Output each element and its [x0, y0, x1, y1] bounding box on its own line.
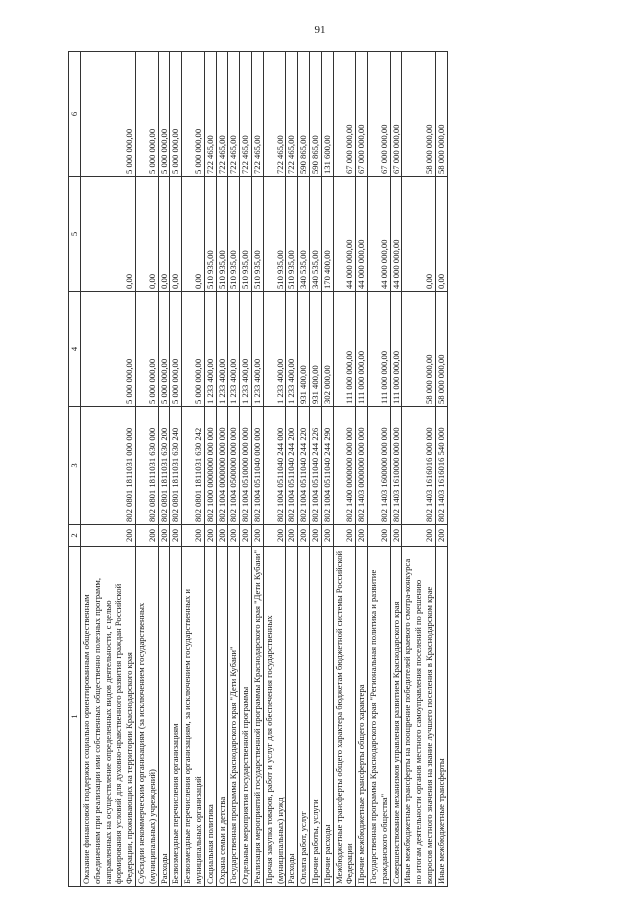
row-value-6: 5 000 000,00	[81, 52, 136, 177]
row-name: Расходы	[158, 547, 170, 887]
row-value-5: 170 400,00	[321, 177, 333, 292]
row-code: 802 1403 1616016 540 000	[435, 407, 447, 525]
row-col-2: 200	[240, 525, 252, 547]
row-value-4: 1 233 400,00	[286, 292, 298, 407]
row-value-4: 111 000 000,00	[356, 292, 368, 407]
row-value-6: 58 000 000,00	[435, 52, 447, 177]
row-name: Прочие межбюджетные трансферты общего характера	[356, 547, 368, 887]
table-area	[68, 52, 538, 887]
row-value-6: 590 865,00	[298, 52, 310, 177]
row-value-4: 5 000 000,00	[81, 292, 136, 407]
row-name: Межбюджетные трансферты общего характера бюджетам бюджетной системы Российской Федерации	[333, 547, 356, 887]
table-row	[251, 52, 263, 887]
row-code: 802 1400 0000000 000 000	[333, 407, 356, 525]
row-value-5: 340 535,00	[309, 177, 321, 292]
row-value-4: 931 400,00	[298, 292, 310, 407]
row-code: 802 1004 0500000 000 000	[228, 407, 240, 525]
row-code: 802 1004 0510000 000 000	[240, 407, 252, 525]
row-code: 802 1403 1610000 000 000	[390, 407, 402, 525]
row-col-2: 200	[309, 525, 321, 547]
table-row	[158, 52, 170, 887]
row-value-5: 0,00	[170, 177, 182, 292]
table-row	[182, 52, 205, 887]
row-name: Иные межбюджетные трансферты на поощрение победителей краевого смотра-конкурса по итогам деятельности органов местного самоуправления поселений по решению вопросов местного значения на звание лучшего поселения в Краснодарском крае	[402, 547, 435, 887]
table-row	[402, 52, 435, 887]
row-value-4: 302 000,00	[321, 292, 333, 407]
page-number: 91	[314, 24, 326, 36]
row-value-4: 58 000 000,00	[435, 292, 447, 407]
row-col-2: 200	[216, 525, 228, 547]
row-value-5: 510 935,00	[251, 177, 263, 292]
row-name: Оплата работ, услуг	[298, 547, 310, 887]
row-name: Прочая закупка товаров, работ и услуг для обеспечения государственных (муниципальных) нужд	[263, 547, 286, 887]
row-value-6: 58 000 000,00	[402, 52, 435, 177]
row-code: 802 1403 1600000 000 000	[367, 407, 390, 525]
row-value-6: 590 865,00	[309, 52, 321, 177]
row-code: 802 0801 1811031 630 200	[158, 407, 170, 525]
row-code: 802 1004 0511040 244 220	[298, 407, 310, 525]
row-value-5: 510 935,00	[228, 177, 240, 292]
row-col-2: 200	[333, 525, 356, 547]
row-value-4: 111 000 000,00	[390, 292, 402, 407]
row-value-6: 5 000 000,00	[182, 52, 205, 177]
row-col-2: 200	[367, 525, 390, 547]
table-row	[135, 52, 158, 887]
row-name: Прочие расходы	[321, 547, 333, 887]
row-code: 802 1004 0511040 244 290	[321, 407, 333, 525]
row-value-6: 722 465,00	[216, 52, 228, 177]
row-value-6: 722 465,00	[240, 52, 252, 177]
table-row	[435, 52, 447, 887]
table-row	[309, 52, 321, 887]
row-name: Совершенствование механизмов управления развитием Краснодарского края	[390, 547, 402, 887]
row-value-6: 5 000 000,00	[135, 52, 158, 177]
header-col-4: 4	[69, 292, 81, 407]
row-col-2: 200	[81, 525, 136, 547]
row-col-2: 200	[402, 525, 435, 547]
table-row	[170, 52, 182, 887]
row-value-5: 44 000 000,00	[333, 177, 356, 292]
row-value-5: 340 535,00	[298, 177, 310, 292]
row-name: Государственная программа Краснодарского края "Дети Кубани"	[228, 547, 240, 887]
row-col-2: 200	[321, 525, 333, 547]
row-value-6: 722 465,00	[204, 52, 216, 177]
header-col-1: 1	[69, 547, 81, 887]
row-value-5: 510 935,00	[240, 177, 252, 292]
row-code: 802 0801 1811031 000 000	[81, 407, 136, 525]
table-row	[216, 52, 228, 887]
table-row	[240, 52, 252, 887]
row-value-4: 111 000 000,00	[333, 292, 356, 407]
table-row	[356, 52, 368, 887]
row-code: 802 1403 0000000 000 000	[356, 407, 368, 525]
header-row	[69, 52, 81, 887]
header-col-3: 3	[69, 407, 81, 525]
row-value-4: 1 233 400,00	[240, 292, 252, 407]
row-col-2: 200	[251, 525, 263, 547]
row-name: Отдельные мероприятия государственной программы	[240, 547, 252, 887]
table-row	[263, 52, 286, 887]
row-value-6: 722 465,00	[286, 52, 298, 177]
row-value-5: 0,00	[435, 177, 447, 292]
row-col-2: 200	[204, 525, 216, 547]
row-col-2: 200	[435, 525, 447, 547]
row-value-6: 722 465,00	[228, 52, 240, 177]
table-row	[298, 52, 310, 887]
table-row	[390, 52, 402, 887]
row-col-2: 200	[263, 525, 286, 547]
row-code: 802 1004 0511040 244 226	[309, 407, 321, 525]
row-value-4: 5 000 000,00	[182, 292, 205, 407]
table-row	[321, 52, 333, 887]
table-row	[81, 52, 136, 887]
row-value-5: 510 935,00	[204, 177, 216, 292]
row-value-6: 722 465,00	[251, 52, 263, 177]
row-name: Субсидии некоммерческим организациям (за исключением государственных (муниципальных) учреждений)	[135, 547, 158, 887]
row-value-4: 931 400,00	[309, 292, 321, 407]
row-col-2: 200	[390, 525, 402, 547]
row-value-6: 67 000 000,00	[390, 52, 402, 177]
row-value-4: 111 000 000,00	[367, 292, 390, 407]
row-col-2: 200	[298, 525, 310, 547]
row-col-2: 200	[158, 525, 170, 547]
row-value-6: 722 465,00	[263, 52, 286, 177]
row-col-2: 200	[356, 525, 368, 547]
row-name: Безвозмездные перечисления организациям, за исключением государственных и муниципальных организаций	[182, 547, 205, 887]
row-code: 802 0801 1811031 630 240	[170, 407, 182, 525]
table-row	[333, 52, 356, 887]
row-name: Расходы	[286, 547, 298, 887]
row-value-5: 510 935,00	[216, 177, 228, 292]
row-value-4: 5 000 000,00	[158, 292, 170, 407]
rotated-table-container	[68, 52, 538, 887]
row-value-5: 0,00	[81, 177, 136, 292]
row-code: 802 1004 0511040 000 000	[251, 407, 263, 525]
row-value-5: 0,00	[158, 177, 170, 292]
row-value-6: 67 000 000,00	[333, 52, 356, 177]
row-value-6: 5 000 000,00	[158, 52, 170, 177]
row-value-4: 1 233 400,00	[216, 292, 228, 407]
row-name: Оказание финансовой поддержки социально ориентированным общественным объединениям при реализации ими собственных общественно полезных программ, направленных на осуществление определенных видов деятельности, с целью формирования условий для духовно-нравственного развития граждан Российской Федерации, проживающих на территории Краснодарского края	[81, 547, 136, 887]
row-value-4: 5 000 000,00	[135, 292, 158, 407]
row-value-5: 0,00	[182, 177, 205, 292]
row-value-4: 1 233 400,00	[251, 292, 263, 407]
row-value-5: 510 935,00	[286, 177, 298, 292]
row-value-6: 67 000 000,00	[356, 52, 368, 177]
header-col-5: 5	[69, 177, 81, 292]
row-code: 802 0801 1811031 630 000	[135, 407, 158, 525]
row-col-2: 200	[170, 525, 182, 547]
row-col-2: 200	[228, 525, 240, 547]
row-code: 802 0801 1811031 630 242	[182, 407, 205, 525]
header-col-2: 2	[69, 525, 81, 547]
row-name: Охрана семьи и детства	[216, 547, 228, 887]
row-value-4: 1 233 400,00	[228, 292, 240, 407]
row-value-5: 0,00	[135, 177, 158, 292]
row-name: Иные межбюджетные трансферты	[435, 547, 447, 887]
row-name: Прочие работы, услуги	[309, 547, 321, 887]
row-value-6: 5 000 000,00	[170, 52, 182, 177]
row-value-5: 0,00	[402, 177, 435, 292]
row-col-2: 200	[135, 525, 158, 547]
row-code: 802 1004 0511040 244 200	[286, 407, 298, 525]
row-col-2: 200	[286, 525, 298, 547]
row-value-6: 67 000 000,00	[367, 52, 390, 177]
row-name: Социальная политика	[204, 547, 216, 887]
table-row	[228, 52, 240, 887]
row-code: 802 1403 1616016 000 000	[402, 407, 435, 525]
table-row	[286, 52, 298, 887]
row-value-4: 1 233 400,00	[204, 292, 216, 407]
row-name: Безвозмездные перечисления организациям	[170, 547, 182, 887]
row-value-5: 44 000 000,00	[390, 177, 402, 292]
row-code: 802 1000 0000000 000 000	[204, 407, 216, 525]
row-value-5: 510 935,00	[263, 177, 286, 292]
table-row	[367, 52, 390, 887]
budget-table	[68, 51, 448, 887]
table-row	[204, 52, 216, 887]
row-value-5: 44 000 000,00	[356, 177, 368, 292]
row-value-6: 131 600,00	[321, 52, 333, 177]
row-code: 802 1004 0000000 000 000	[216, 407, 228, 525]
row-value-5: 44 000 000,00	[367, 177, 390, 292]
row-value-4: 1 233 400,00	[263, 292, 286, 407]
row-col-2: 200	[182, 525, 205, 547]
header-col-6: 6	[69, 52, 81, 177]
row-code: 802 1004 0511040 244 000	[263, 407, 286, 525]
row-name: Государственная программа Краснодарского края "Региональная политика и развитие гражданского общества"	[367, 547, 390, 887]
row-value-4: 58 000 000,00	[402, 292, 435, 407]
row-name: Реализация мероприятий государственной программы Краснодарского края "Дети Кубани"	[251, 547, 263, 887]
row-value-4: 5 000 000,00	[170, 292, 182, 407]
